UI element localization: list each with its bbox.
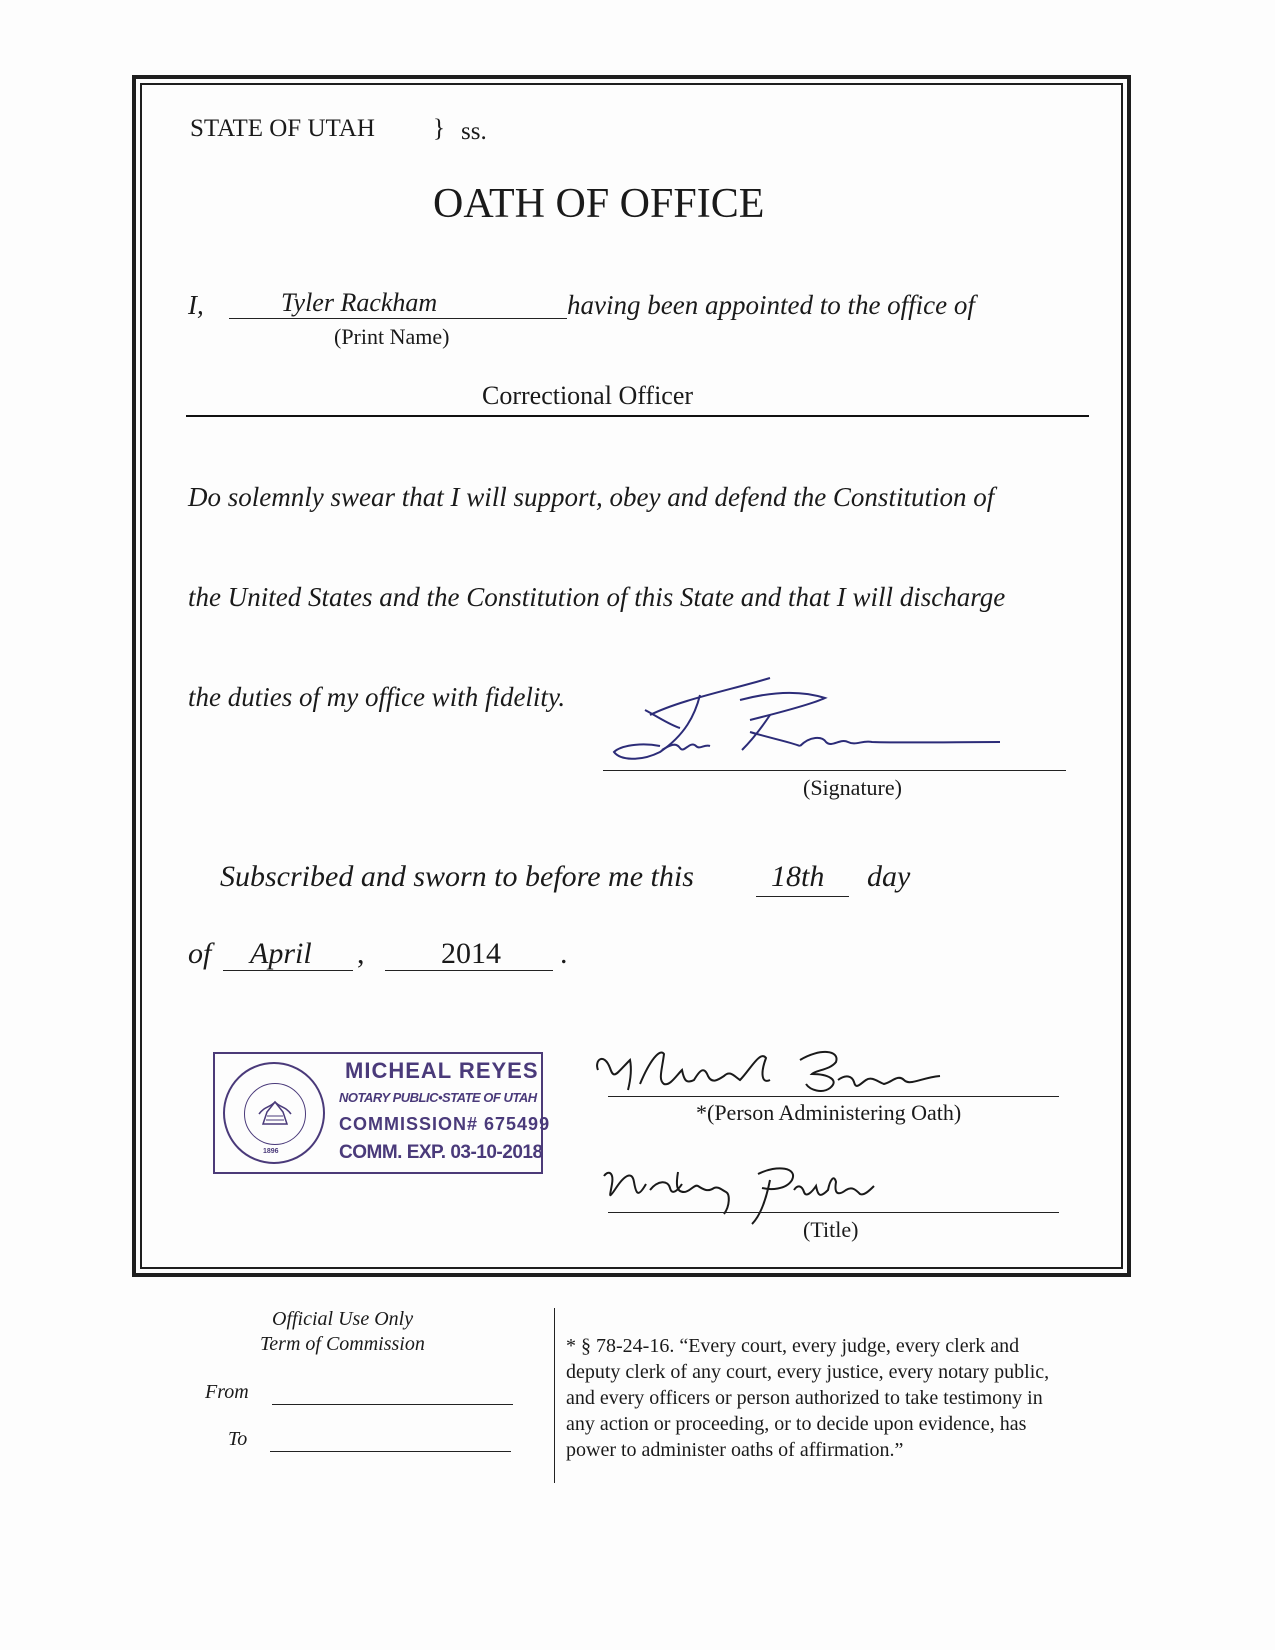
- notary-title: NOTARY PUBLIC•STATE OF UTAH: [339, 1090, 537, 1105]
- term-of-commission-label: Term of Commission: [260, 1333, 425, 1355]
- jurat-day-word: day: [867, 860, 911, 893]
- appointee-signature: [600, 670, 1020, 790]
- beehive-icon: [255, 1092, 295, 1132]
- office-title: Correctional Officer: [482, 381, 694, 410]
- footnote-line-1: * § 78-24-16. “Every court, every judge, every clerk and: [566, 1335, 1020, 1357]
- ss-label: ss.: [461, 118, 487, 145]
- footnote-line-5: power to administer oaths of affirmation.”: [566, 1439, 904, 1461]
- state-label: STATE OF UTAH: [190, 115, 375, 142]
- title-signature: [598, 1160, 958, 1240]
- month-line: [223, 970, 353, 971]
- official-use-label: Official Use Only: [272, 1308, 414, 1330]
- footnote-line-3: and every officers or person authorized to take testimony in: [566, 1387, 1043, 1409]
- footnote-line-2: deputy clerk of any court, every justice, every notary public,: [566, 1361, 1050, 1383]
- print-name-caption: (Print Name): [334, 324, 450, 349]
- signature-caption: (Signature): [803, 775, 902, 800]
- i-prefix: I,: [188, 290, 204, 320]
- jurat-year: 2014: [441, 937, 501, 970]
- notary-stamp: [213, 1052, 551, 1174]
- to-line[interactable]: [270, 1451, 511, 1452]
- jurat-day: 18th: [771, 860, 825, 893]
- administrator-caption: *(Person Administering Oath): [696, 1100, 962, 1125]
- jurat-text: Subscribed and sworn to before me this: [220, 860, 694, 893]
- administrator-line: [608, 1096, 1059, 1097]
- document-title: OATH OF OFFICE: [433, 181, 765, 227]
- office-line: [186, 415, 1089, 417]
- appointee-name: Tyler Rackham: [281, 288, 438, 317]
- oath-line-1: Do solemnly swear that I will support, obey and defend the Constitution of: [188, 482, 995, 512]
- jurat-of: of: [188, 937, 212, 970]
- title-line: [608, 1212, 1059, 1213]
- oath-line-3: the duties of my office with fidelity.: [188, 682, 566, 712]
- jurat-month: April: [250, 937, 312, 970]
- from-label: From: [205, 1381, 249, 1403]
- appointed-text: having been appointed to the office of: [567, 290, 975, 320]
- from-line[interactable]: [272, 1404, 513, 1405]
- notary-name: MICHEAL REYES: [345, 1058, 539, 1083]
- section-divider: [554, 1308, 555, 1483]
- notary-commission: COMMISSION# 675499: [339, 1114, 551, 1134]
- signature-line: [603, 770, 1066, 771]
- oath-line-2: the United States and the Constitution of this State and that I will discharge: [188, 582, 1006, 612]
- to-label: To: [228, 1428, 248, 1450]
- jurat-period: .: [560, 937, 568, 970]
- state-seal-icon: [223, 1062, 325, 1164]
- footnote-line-4: any action or proceeding, or to decide upon evidence, has: [566, 1413, 1027, 1435]
- title-caption: (Title): [803, 1217, 859, 1242]
- notary-expiration: COMM. EXP. 03-10-2018: [339, 1142, 543, 1163]
- jurat-comma: ,: [357, 937, 365, 970]
- year-line: [385, 970, 553, 971]
- name-line: [229, 318, 567, 319]
- day-line: [756, 896, 849, 897]
- seal-year: 1896: [263, 1148, 279, 1155]
- brace-symbol: }: [433, 115, 445, 142]
